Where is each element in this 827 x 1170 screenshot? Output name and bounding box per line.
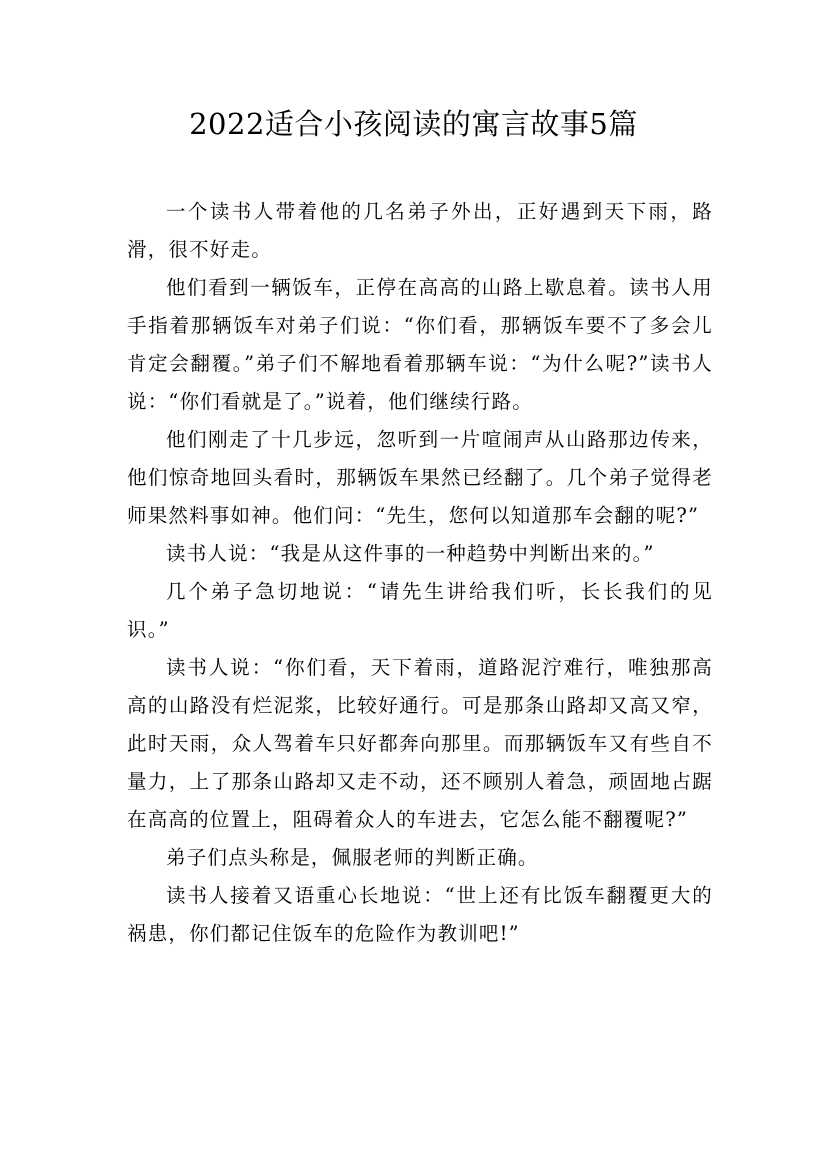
document-body: [127, 193, 713, 953]
paragraph: 弟子们点头称是，佩服老师的判断正确。: [166, 846, 539, 869]
paragraph: 读书人说：“我是从这件事的一种趋势中判断出来的。”: [166, 542, 655, 565]
paragraph: 读书人接着又语重心长地说：“世上还有比饭车翻覆更大的祸患，你们都记住饭车的危险作为教训吧!”: [127, 884, 713, 945]
paragraph: 读书人说：“你们看，天下着雨，道路泥泞难行，唯独那高高的山路没有烂泥浆，比较好通行。可是那条山路却又高又窄，此时天雨，众人驾着车只好都奔向那里。而那辆饭车又有些自不量力，上了那条山路却又走不动，还不顾别人着急，顽固地占踞在高高的位置上，阻碍着众人的车进去，它怎么能不翻覆呢?”: [127, 656, 713, 831]
paragraph: 他们刚走了十几步远，忽听到一片喧闹声从山路那边传来，他们惊奇地回头看时，那辆饭车果然已经翻了。几个弟子觉得老师果然料事如神。他们问：“先生，您何以知道那车会翻的呢?”: [127, 428, 713, 527]
paragraph: 一个读书人带着他的几名弟子外出，正好遇到天下雨，路滑，很不好走。: [127, 200, 713, 261]
paragraph: 他们看到一辆饭车，正停在高高的山路上歇息着。读书人用手指着那辆饭车对弟子们说：“你们看，那辆饭车要不了多会儿肯定会翻覆。”弟子们不解地看着那辆车说：“为什么呢?”读书人说：“你们看就是了。”说着，他们继续行路。: [127, 276, 713, 413]
paragraph: 几个弟子急切地说：“请先生讲给我们听，长长我们的见识。”: [127, 580, 713, 641]
document-title: 2022适合小孩阅读的寓言故事5篇: [189, 107, 638, 141]
